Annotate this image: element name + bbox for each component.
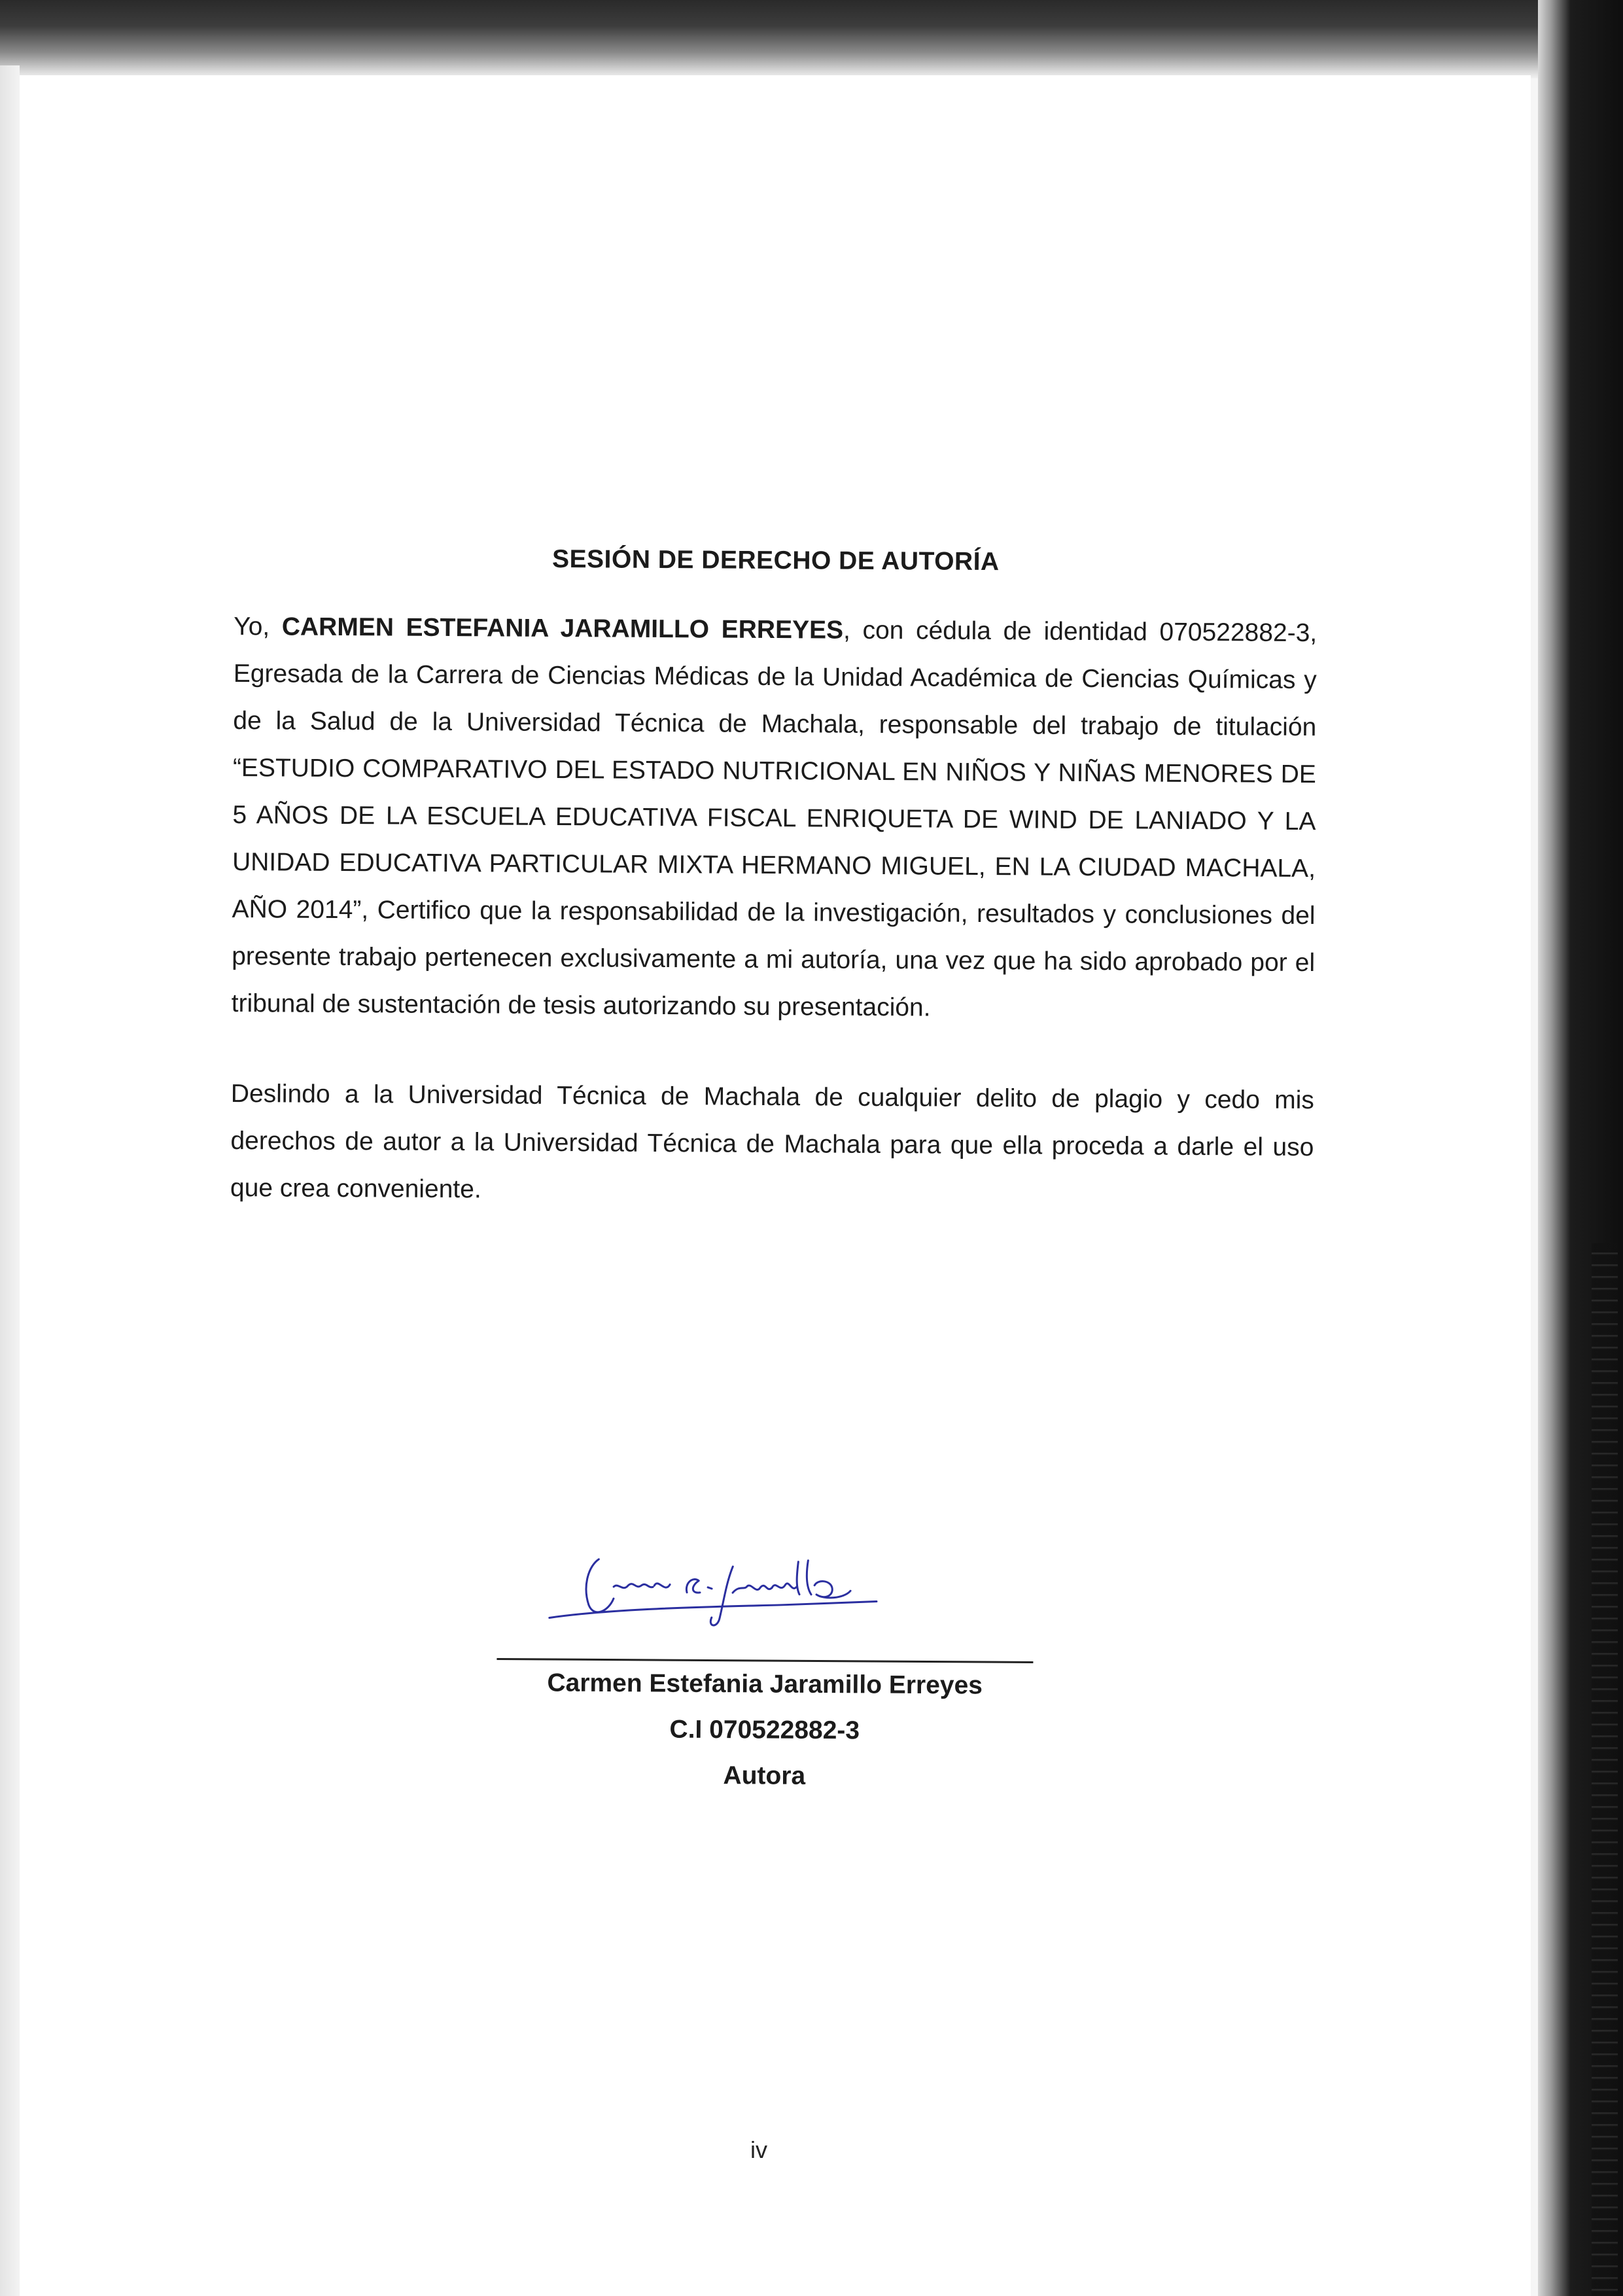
handwritten-signature [536, 1545, 943, 1633]
signatory-id: C.I 070522882-3 [669, 1715, 860, 1745]
declaration-paragraph [231, 603, 1317, 1034]
signature-block [496, 1597, 1034, 1801]
page-number: iv [750, 2136, 767, 2163]
scanner-edge-texture [1592, 1243, 1618, 2296]
signatory-role: Autora [723, 1761, 806, 1790]
thesis-title: “ESTUDIO COMPARATIVO DEL ESTADO NUTRICIONAL EN NIÑOS Y NIÑAS MENORES DE 5 AÑOS DE LA ESCUELA EDUCATIVA FISCAL ENRIQUETA DE WIND DE LANIADO Y LA UNIDAD EDUCATIVA PARTICULAR MIXTA HERMANO MIGUEL, EN LA CIUDAD MACHALA, AÑO 2014”, [232, 753, 1317, 925]
signatory-name: Carmen Estefania Jaramillo Erreyes [547, 1669, 983, 1700]
scanner-edge-top [0, 0, 1623, 79]
author-name: CARMEN ESTEFANIA JARAMILLO ERREYES [281, 612, 844, 645]
rights-paragraph: Deslindo a la Universidad Técnica de Machala de cualquier delito de plagio y cedo mis derechos de autor a la Universidad Técnica de Machala para que ella proceda a darle el uso que crea conveniente. [230, 1079, 1314, 1204]
declaration-text: , con cédula de identidad 070522882-3, Egresada de la Carrera de Ciencias Médicas de la Unidad Académica de Ciencias Químicas y de la Salud de la Universidad Técnica de Machala, responsable del trabajo de titulación [233, 616, 1318, 742]
declaration-intro: Yo, [234, 612, 282, 641]
document-body [230, 543, 1318, 1218]
declaration-certification: Certifico que la responsabilidad de la investigación, resultados y conclusiones del presente trabajo pertenecen exclusivamente a mi autoría, una vez que ha sido aprobado por el tribunal de sustentación de tesis autorizando su presentación. [231, 896, 1316, 1022]
scanner-edge-left [0, 65, 20, 2296]
document-title: SESIÓN DE DERECHO DE AUTORÍA [551, 544, 1000, 576]
